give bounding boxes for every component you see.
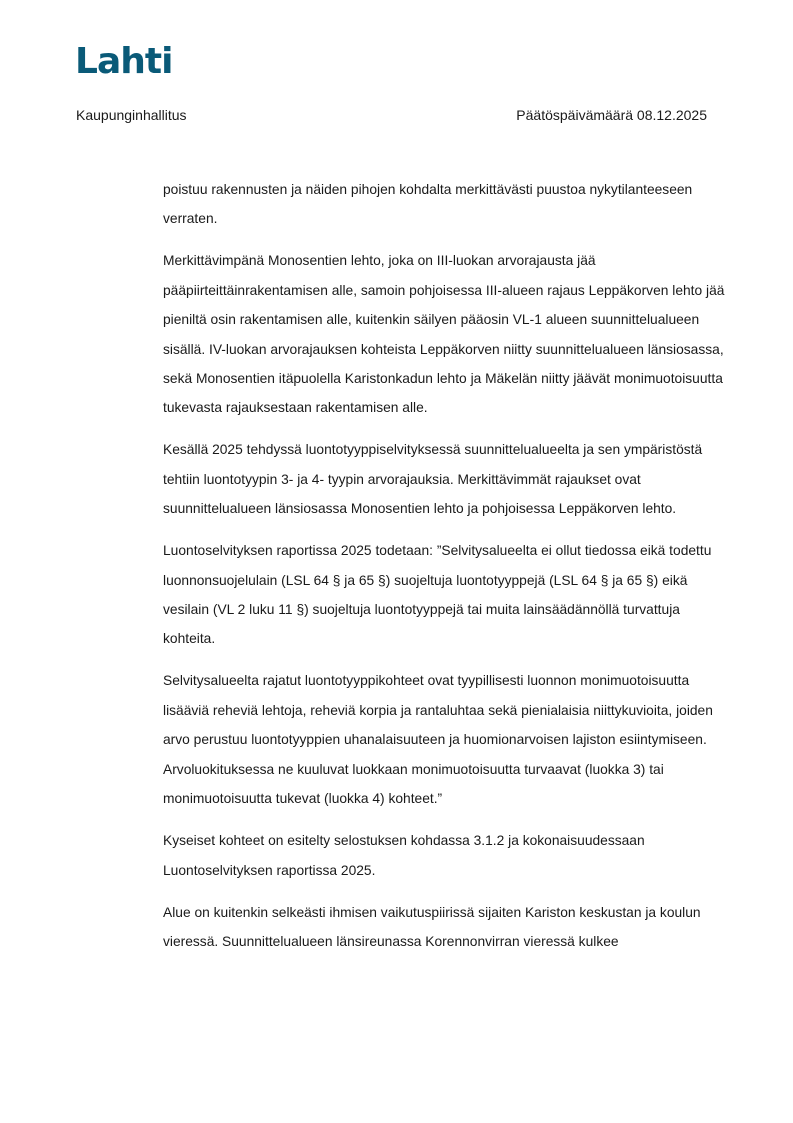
lahti-logo: Lahti [75, 41, 173, 82]
paragraph: Kyseiset kohteet on esitelty selostuksen kohdassa 3.1.2 ja kokonaisuudessaan Luontoselvityksen raportissa 2025. [163, 833, 645, 878]
paragraph: Alue on kuitenkin selkeästi ihmisen vaikutuspiirissä sijaiten Kariston keskustan ja koulun vieressä. Suunnittelualueen länsireunassa Korennonvirran vieressä kulkee [163, 904, 701, 949]
paragraph: Selvitysalueelta rajatut luontotyyppikohteet ovat tyypillisesti luonnon monimuotoisuutta lisääviä reheviä lehtoja, reheviä korpia ja rantaluhtaa sekä pienialaisia niittykuvioita, joiden arvo perustuu luontotyyppien uhanalaisuuteen ja huomionarvoisen lajiston esiintymiseen. Arvoluokituksessa ne kuuluvat luokkaan monimuotoisuutta turvaavat (luokka 3) tai monimuotoisuutta tukevat (luokka 4) kohteet.” [163, 673, 713, 807]
paragraph: Merkittävimpänä Monosentien lehto, joka on III-luokan arvorajausta jää pääpiirteittäinrakentamisen alle, samoin pohjoisessa III-alueen rajaus Leppäkorven lehto jää pieniltä osin rakentamisen alle, kuitenkin säilyen pääosin VL-1 alueen suunnittelualueen sisällä. IV-luokan arvorajauksen kohteista Leppäkorven niitty suunnittelualueen länsiosassa, sekä Monosentien itäpuolella Karistonkadun lehto ja Mäkelän niitty jäävät monimuotoisuutta tukevasta rajauksestaan rakentamisen alle. [163, 253, 725, 416]
paragraph: Kesällä 2025 tehdyssä luontotyyppiselvityksessä suunnittelualueelta ja sen ympäristöstä tehtiin luontotyypin 3- ja 4- tyypin arvorajauksia. Merkittävimmät rajaukset ovat suunnittelualueen länsiosassa Monosentien lehto ja pohjoisessa Leppäkorven lehto. [163, 442, 703, 517]
decision-date: Päätöspäivämäärä 08.12.2025 [516, 107, 707, 123]
paragraph: poistuu rakennusten ja näiden pihojen kohdalta merkittävästi puustoa nykytilanteeseen verraten. [163, 182, 693, 227]
paragraph: Luontoselvityksen raportissa 2025 todetaan: ”Selvitysalueelta ei ollut tiedossa eikä todettu luonnonsuojelulain (LSL 64 § ja 65 §) suojeltuja luontotyyppejä (LSL 64 § ja 65 §) eikä vesilain (VL 2 luku 11 §) suojeltuja luontotyyppejä tai muita lainsäädännöllä turvattuja kohteita. [163, 543, 712, 647]
document-body [163, 175, 725, 969]
department-label: Kaupunginhallitus [76, 107, 187, 123]
